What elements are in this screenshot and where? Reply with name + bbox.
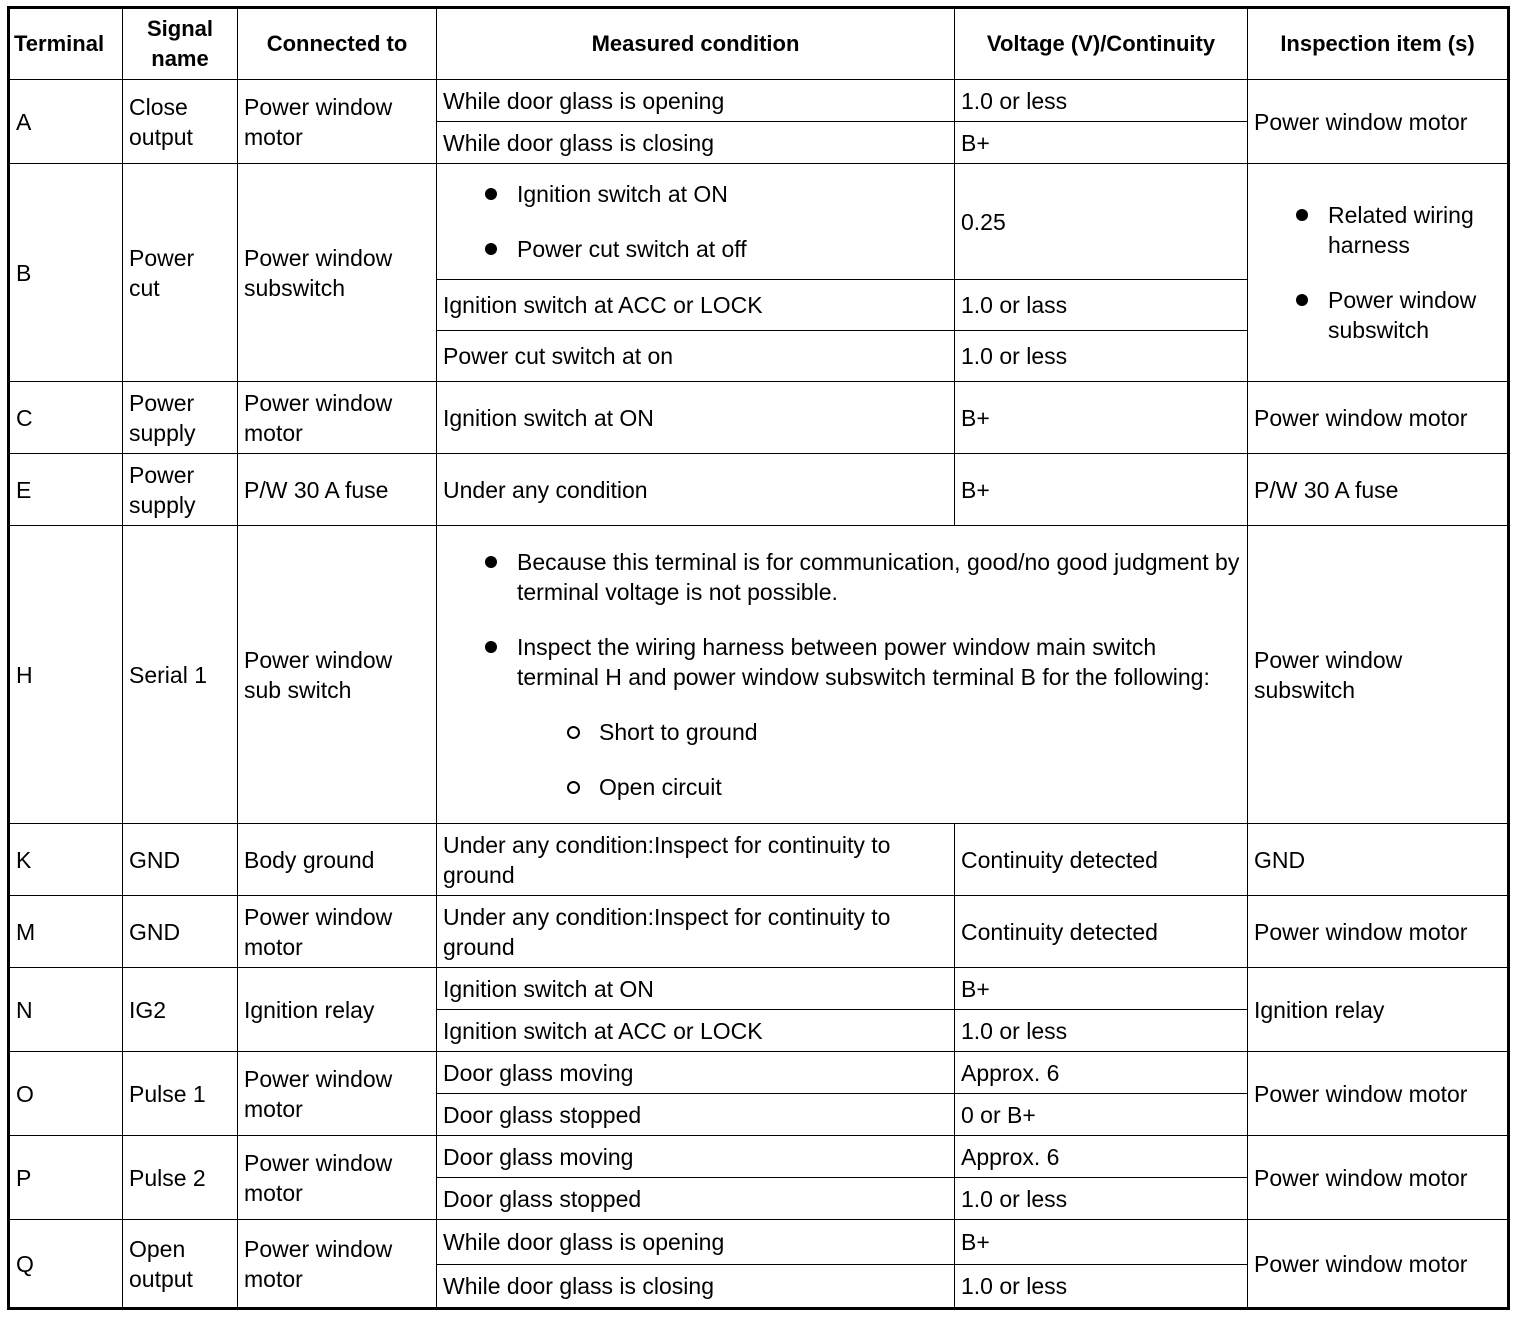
connected-cell: Power window motor bbox=[238, 896, 437, 968]
connected-cell: Power window subswitch bbox=[238, 164, 437, 382]
table-row bbox=[9, 1136, 1509, 1178]
terminal-cell: H bbox=[9, 526, 123, 824]
inspection-cell: Power window motor bbox=[1248, 1220, 1509, 1309]
voltage-cell: 1.0 or less bbox=[955, 1010, 1248, 1052]
signal-cell: Serial 1 bbox=[123, 526, 238, 824]
header-row bbox=[9, 8, 1509, 80]
signal-cell: Power supply bbox=[123, 454, 238, 526]
voltage-cell: Continuity detected bbox=[955, 896, 1248, 968]
table-row bbox=[9, 824, 1509, 896]
condition-cell: While door glass is opening bbox=[437, 80, 955, 122]
signal-cell: GND bbox=[123, 824, 238, 896]
condition-cell bbox=[437, 164, 955, 280]
terminal-cell: M bbox=[9, 896, 123, 968]
signal-cell: GND bbox=[123, 896, 238, 968]
table-row bbox=[9, 968, 1509, 1010]
inspection-cell: GND bbox=[1248, 824, 1509, 896]
voltage-cell: Approx. 6 bbox=[955, 1052, 1248, 1094]
voltage-cell: 1.0 or less bbox=[955, 1178, 1248, 1220]
inspection-cell: P/W 30 A fuse bbox=[1248, 454, 1509, 526]
list-item: Ignition switch at ON bbox=[517, 179, 948, 209]
condition-cell: Ignition switch at ACC or LOCK bbox=[437, 1010, 955, 1052]
terminal-cell: Q bbox=[9, 1220, 123, 1309]
subnotes-list bbox=[443, 717, 1241, 802]
table-row bbox=[9, 454, 1509, 526]
voltage-cell: B+ bbox=[955, 122, 1248, 164]
condition-cell: Under any condition:Inspect for continuity to ground bbox=[437, 824, 955, 896]
terminal-cell: K bbox=[9, 824, 123, 896]
connected-cell: Power window motor bbox=[238, 1052, 437, 1136]
table-row bbox=[9, 164, 1509, 280]
voltage-cell: Approx. 6 bbox=[955, 1136, 1248, 1178]
voltage-cell: 0.25 bbox=[955, 164, 1248, 280]
voltage-cell: 1.0 or lass bbox=[955, 280, 1248, 331]
table-row bbox=[9, 80, 1509, 122]
terminal-cell: A bbox=[9, 80, 123, 164]
connected-cell: P/W 30 A fuse bbox=[238, 454, 437, 526]
signal-cell: Power cut bbox=[123, 164, 238, 382]
condition-cell: Door glass stopped bbox=[437, 1094, 955, 1136]
inspection-cell: Power window motor bbox=[1248, 1052, 1509, 1136]
connected-cell: Ignition relay bbox=[238, 968, 437, 1052]
signal-cell: Open output bbox=[123, 1220, 238, 1309]
condition-cell: Door glass stopped bbox=[437, 1178, 955, 1220]
condition-cell: Ignition switch at ON bbox=[437, 382, 955, 454]
inspection-cell: Power window subswitch bbox=[1248, 526, 1509, 824]
inspection-cell: Ignition relay bbox=[1248, 968, 1509, 1052]
terminal-cell: O bbox=[9, 1052, 123, 1136]
header-voltage: Voltage (V)/Continuity bbox=[955, 8, 1248, 80]
connected-cell: Body ground bbox=[238, 824, 437, 896]
terminal-cell: C bbox=[9, 382, 123, 454]
header-terminal: Terminal bbox=[9, 8, 123, 80]
terminal-cell: N bbox=[9, 968, 123, 1052]
note-text: Inspect the wiring harness between power window main switch terminal H and power window subswitch terminal B for the following: bbox=[517, 634, 1210, 690]
voltage-cell: B+ bbox=[955, 454, 1248, 526]
condition-cell: Under any condition:Inspect for continuity to ground bbox=[437, 896, 955, 968]
table-row bbox=[9, 896, 1509, 968]
inspection-bullet-list bbox=[1254, 200, 1501, 345]
condition-cell: While door glass is closing bbox=[437, 122, 955, 164]
signal-cell: Power supply bbox=[123, 382, 238, 454]
connected-cell: Power window motor bbox=[238, 382, 437, 454]
signal-cell: IG2 bbox=[123, 968, 238, 1052]
header-connected-to: Connected to bbox=[238, 8, 437, 80]
voltage-cell: 1.0 or less bbox=[955, 331, 1248, 382]
voltage-cell: 1.0 or less bbox=[955, 80, 1248, 122]
condition-cell: Under any condition bbox=[437, 454, 955, 526]
voltage-cell: B+ bbox=[955, 968, 1248, 1010]
notes-bullet-list bbox=[443, 547, 1241, 692]
condition-cell: Power cut switch at on bbox=[437, 331, 955, 382]
inspection-cell: Power window motor bbox=[1248, 1136, 1509, 1220]
voltage-cell: Continuity detected bbox=[955, 824, 1248, 896]
condition-bullet-list bbox=[443, 179, 948, 264]
list-item: Related wiring harness bbox=[1328, 200, 1501, 260]
terminal-cell: P bbox=[9, 1136, 123, 1220]
condition-cell: While door glass is closing bbox=[437, 1265, 955, 1309]
list-item: Short to ground bbox=[599, 717, 1241, 747]
list-item: Power cut switch at off bbox=[517, 234, 948, 264]
condition-cell: Door glass moving bbox=[437, 1052, 955, 1094]
voltage-cell: 0 or B+ bbox=[955, 1094, 1248, 1136]
connected-cell: Power window motor bbox=[238, 80, 437, 164]
inspection-cell bbox=[1248, 164, 1509, 382]
condition-cell: Ignition switch at ON bbox=[437, 968, 955, 1010]
voltage-cell: 1.0 or less bbox=[955, 1265, 1248, 1309]
list-item: Open circuit bbox=[599, 772, 1241, 802]
condition-cell: While door glass is opening bbox=[437, 1220, 955, 1265]
connected-cell: Power window motor bbox=[238, 1136, 437, 1220]
header-inspection: Inspection item (s) bbox=[1248, 8, 1509, 80]
inspection-cell: Power window motor bbox=[1248, 382, 1509, 454]
voltage-cell: B+ bbox=[955, 1220, 1248, 1265]
connected-cell: Power window motor bbox=[238, 1220, 437, 1309]
voltage-cell: B+ bbox=[955, 382, 1248, 454]
table-row bbox=[9, 1052, 1509, 1094]
terminal-inspection-table bbox=[7, 6, 1510, 1310]
signal-cell: Pulse 1 bbox=[123, 1052, 238, 1136]
signal-cell: Close output bbox=[123, 80, 238, 164]
table-row bbox=[9, 382, 1509, 454]
header-measured-condition: Measured condition bbox=[437, 8, 955, 80]
list-item: Power window subswitch bbox=[1328, 285, 1501, 345]
inspection-cell: Power window motor bbox=[1248, 80, 1509, 164]
terminal-cell: E bbox=[9, 454, 123, 526]
table-row bbox=[9, 526, 1509, 824]
list-item bbox=[517, 632, 1241, 692]
terminal-cell: B bbox=[9, 164, 123, 382]
connected-cell: Power window sub switch bbox=[238, 526, 437, 824]
inspection-cell: Power window motor bbox=[1248, 896, 1509, 968]
table-row bbox=[9, 1220, 1509, 1265]
notes-cell bbox=[437, 526, 1248, 824]
condition-cell: Door glass moving bbox=[437, 1136, 955, 1178]
signal-cell: Pulse 2 bbox=[123, 1136, 238, 1220]
header-signal-name: Signal name bbox=[123, 8, 238, 80]
list-item: Because this terminal is for communication, good/no good judgment by terminal voltage is not possible. bbox=[517, 549, 1240, 605]
condition-cell: Ignition switch at ACC or LOCK bbox=[437, 280, 955, 331]
